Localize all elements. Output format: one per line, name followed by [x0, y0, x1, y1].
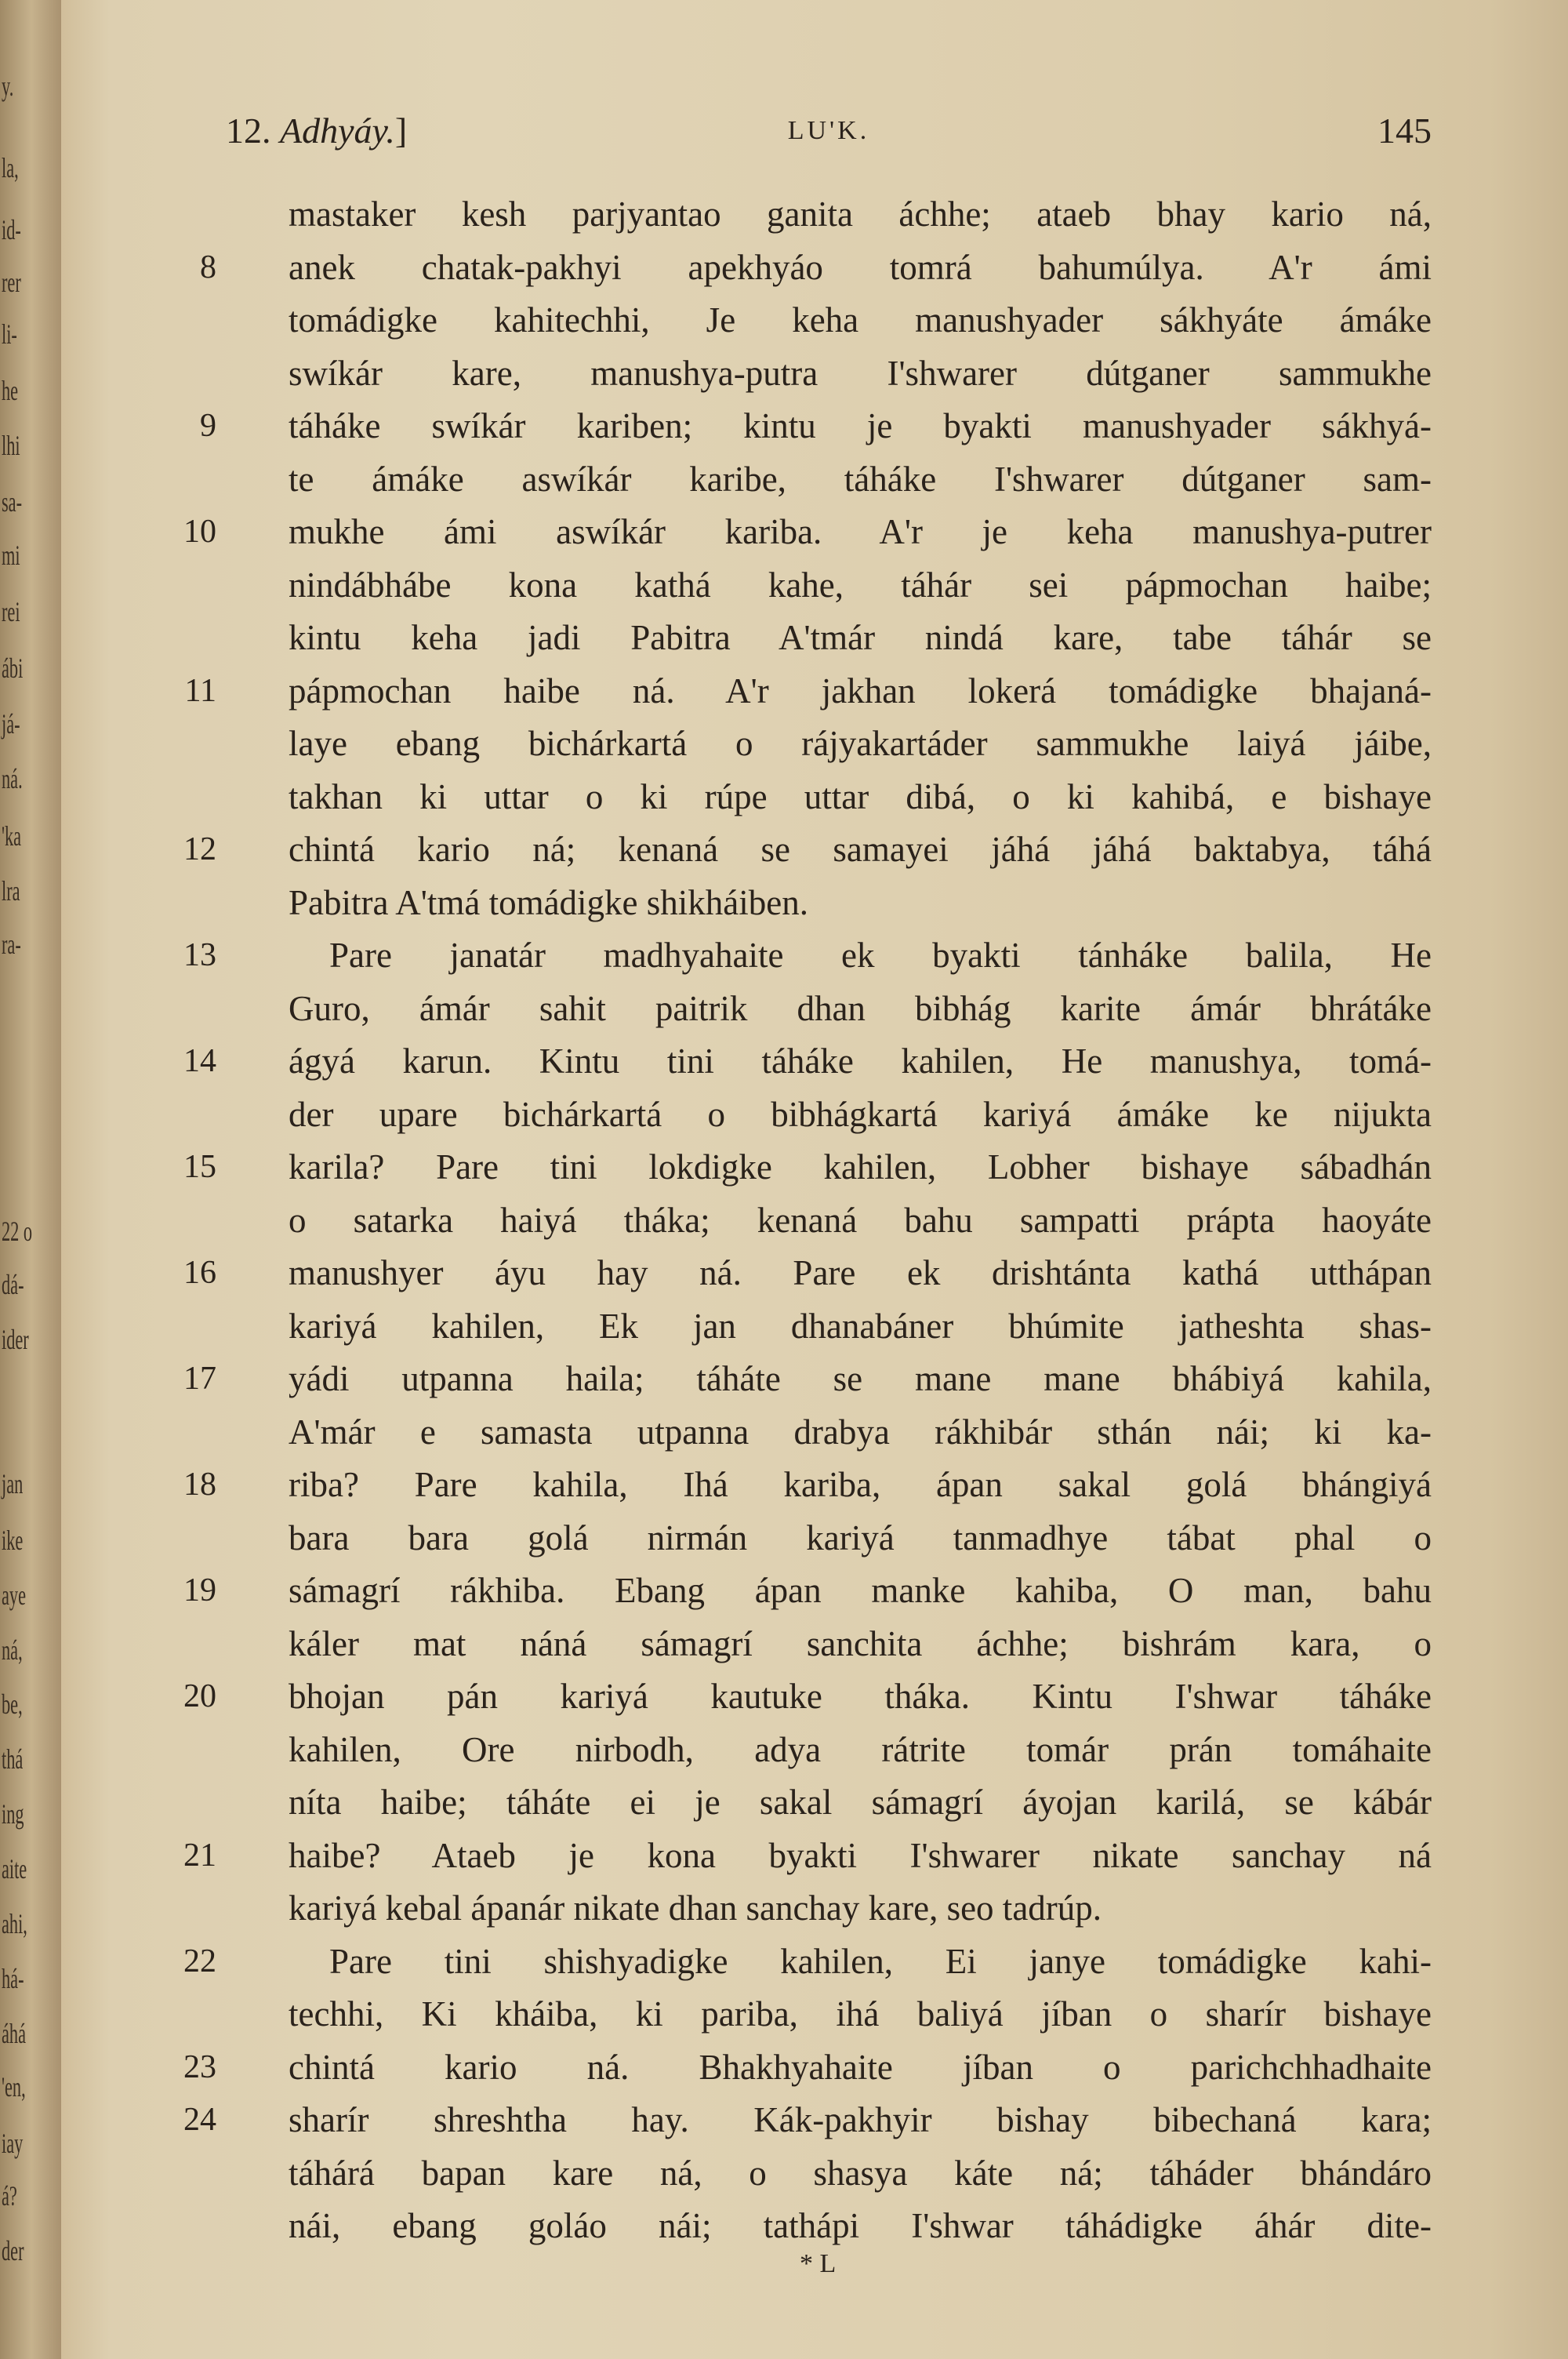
text-line — [226, 718, 1432, 771]
gutter-fragment: thá — [2, 1743, 24, 1775]
line-text: Guro, ámár sahit paitrik dhan bibhág karite ámár bhrátáke — [289, 988, 1432, 1028]
text-line — [226, 188, 1432, 242]
verse-number: 16 — [183, 1255, 216, 1291]
line-text: bara bara golá nirmán kariyá tanmadhye tábat phal o — [289, 1518, 1432, 1558]
chapter-number: 12. — [226, 111, 271, 151]
signature-mark: * L — [800, 2249, 837, 2278]
line-text: der upare bichárkartá o bibhágkartá kariyá ámáke ke nijukta — [289, 1094, 1432, 1134]
line-text: kariyá kahilen, Ek jan dhanabáner bhúmite jatheshta shas- — [289, 1306, 1432, 1346]
text-line — [226, 1406, 1432, 1459]
gutter-fragment: 22 o — [2, 1216, 33, 1247]
gutter-fragment: já- — [2, 708, 20, 740]
gutter-fragment: ider — [2, 1324, 29, 1355]
text-line — [183, 506, 1432, 559]
line-text: kintu keha jadi Pabitra A'tmár nindá kare, tabe táhár se — [289, 618, 1432, 657]
line-text: ágyá karun. Kintu tini táháke kahilen, He manushya, tomá- — [289, 1041, 1432, 1081]
text-line — [183, 2094, 1432, 2147]
facing-page-gutter — [0, 0, 61, 2359]
text-line — [183, 1565, 1432, 1618]
line-text: swíkár kare, manushya-putra I'shwarer dútganer sammukhe — [289, 353, 1432, 393]
gutter-fragment: rer — [2, 267, 21, 298]
line-text: manushyer áyu hay ná. Pare ek drishtánta kathá utthápan — [289, 1253, 1432, 1292]
verse-number: 11 — [184, 672, 216, 709]
gutter-fragment: aite — [2, 1853, 27, 1885]
line-text: techhi, Ki kháiba, ki pariba, ihá baliyá jíban o sharír bishaye — [289, 1994, 1432, 2034]
text-line — [183, 1247, 1432, 1300]
text-line — [226, 877, 1432, 930]
line-text: nindábhábe kona kathá kahe, táhár sei pápmochan haibe; — [289, 565, 1432, 605]
gutter-fragment: der — [2, 2235, 24, 2266]
text-line — [226, 294, 1432, 347]
line-text: Pare janatár madhyahaite ek byakti tánháke balila, He — [329, 936, 1432, 975]
text-line — [183, 1936, 1432, 1989]
verse-number: 13 — [183, 937, 216, 973]
text-line — [226, 453, 1432, 507]
verse-number: 15 — [183, 1149, 216, 1185]
line-text: chintá kario ná. Bhakhyahaite jíban o parichchhadhaite — [289, 2047, 1432, 2087]
text-line — [226, 1776, 1432, 1830]
text-line — [183, 1459, 1432, 1512]
text-line — [226, 2200, 1432, 2253]
running-header — [226, 110, 1432, 157]
line-text: táháke swíkár kariben; kintu je byakti manushyader sákhyá- — [289, 406, 1432, 445]
line-text: bhojan pán kariyá kautuke tháka. Kintu I'shwar táháke — [289, 1677, 1432, 1716]
text-line — [183, 2041, 1432, 2095]
line-text: táhárá bapan kare ná, o shasya káte ná; táháder bhándáro — [289, 2153, 1432, 2193]
text-line — [226, 1724, 1432, 1777]
line-text: káler mat náná sámagrí sanchita áchhe; bishrám kara, o — [289, 1623, 1432, 1663]
text-line — [200, 400, 1432, 453]
gutter-fragment: he — [2, 375, 19, 406]
line-text: kariyá kebal ápanár nikate dhan sanchay kare, seo tadrúp. — [289, 1888, 1102, 1928]
gutter-fragment: aye — [2, 1579, 26, 1611]
verse-number: 19 — [183, 1572, 216, 1608]
book-title: LU'K. — [787, 116, 870, 145]
text-line — [226, 1512, 1432, 1565]
line-text: haibe? Ataeb je kona byakti I'shwarer nikate sanchay ná — [289, 1835, 1432, 1875]
gutter-fragment: áhá — [2, 2018, 26, 2049]
text-line — [226, 771, 1432, 824]
text-line — [226, 1194, 1432, 1248]
verse-number: 22 — [183, 1943, 216, 1979]
gutter-fragment: ra- — [2, 929, 21, 960]
gutter-fragment: iay — [2, 2128, 24, 2159]
line-text: yádi utpanna haila; táháte se mane mane bhábiyá kahila, — [289, 1359, 1432, 1398]
line-text: chintá kario ná; kenaná se samayei jáhá jáhá baktabya, táhá — [289, 830, 1432, 869]
gutter-fragment: ábi — [2, 652, 24, 684]
gutter-fragment: id- — [2, 214, 21, 245]
text-line — [183, 823, 1432, 877]
text-line — [226, 1300, 1432, 1354]
verse-number: 10 — [183, 514, 216, 550]
verse-number: 8 — [200, 249, 216, 285]
gutter-fragment: rei — [2, 596, 20, 627]
line-text: nái, ebang goláo nái; tathápi I'shwar táhádigke áhár dite- — [289, 2206, 1432, 2245]
gutter-fragment: ahi, — [2, 1908, 27, 1939]
gutter-fragment: y. — [2, 71, 14, 102]
line-text: karila? Pare tini lokdigke kahilen, Lobher bishaye sábadhán — [289, 1147, 1432, 1187]
verse-number: 21 — [183, 1837, 216, 1874]
gutter-fragment: ike — [2, 1525, 24, 1556]
text-line — [226, 559, 1432, 612]
gutter-fragment: lhi — [2, 430, 20, 461]
chapter-name: Adhyáy. — [280, 111, 395, 151]
gutter-fragment: sa- — [2, 486, 23, 518]
text-line — [226, 612, 1432, 665]
text-line — [226, 1882, 1432, 1936]
verse-number: 17 — [183, 1361, 216, 1397]
line-text: takhan ki uttar o ki rúpe uttar dibá, o ki kahibá, e bishaye — [289, 776, 1432, 816]
line-text: sámagrí rákhiba. Ebang ápan manke kahiba, O man, bahu — [289, 1571, 1432, 1610]
line-text: sharír shreshtha hay. Kák-pakhyir bishay bibechaná kara; — [289, 2100, 1432, 2139]
gutter-fragment: há- — [2, 1963, 24, 1994]
gutter-fragment: ná. — [2, 763, 23, 794]
gutter-fragment: á? — [2, 2180, 17, 2212]
verse-number: 12 — [183, 831, 216, 867]
text-line — [183, 1830, 1432, 1883]
text-line — [226, 2147, 1432, 2201]
gutter-fragment: li- — [2, 318, 17, 350]
text-line — [226, 983, 1432, 1036]
line-text: Pabitra A'tmá tomádigke shikháiben. — [289, 882, 808, 922]
page-number: 145 — [1377, 111, 1432, 151]
line-text: pápmochan haibe ná. A'r jakhan lokerá tomádigke bhajaná- — [289, 671, 1432, 711]
verse-number: 18 — [183, 1467, 216, 1503]
line-text: laye ebang bichárkartá o rájyakartáder sammukhe laiyá jáibe, — [289, 724, 1432, 763]
text-line — [183, 1353, 1432, 1406]
text-line — [226, 1089, 1432, 1142]
body-text — [183, 188, 1432, 2253]
line-text: tomádigke kahitechhi, Je keha manushyader sákhyáte ámáke — [289, 300, 1432, 340]
verse-number: 20 — [183, 1678, 216, 1714]
gutter-fragment: mi — [2, 540, 20, 571]
line-text: kahilen, Ore nirbodh, adya rátrite tomár prán tomáhaite — [289, 1729, 1432, 1769]
text-line — [183, 1035, 1432, 1089]
text-line — [200, 242, 1432, 295]
verse-number: 9 — [200, 408, 216, 444]
gutter-fragment: jan — [2, 1468, 24, 1499]
chapter-bracket: ] — [394, 111, 408, 151]
line-text: níta haibe; táháte ei je sakal sámagrí áyojan karilá, se kábár — [289, 1783, 1432, 1822]
gutter-fragment: ing — [2, 1798, 24, 1830]
verse-number: 14 — [183, 1043, 216, 1079]
gutter-fragment: be, — [2, 1688, 23, 1720]
line-text: o satarka haiyá tháka; kenaná bahu sampatti prápta haoyáte — [289, 1200, 1432, 1240]
verse-number: 23 — [183, 2048, 216, 2085]
gutter-fragment: la, — [2, 152, 19, 184]
text-line — [183, 929, 1432, 983]
gutter-fragment: dá- — [2, 1269, 24, 1300]
line-text: anek chatak-pakhyi apekhyáo tomrá bahumúlya. A'r ámi — [289, 247, 1432, 287]
line-text: te ámáke aswíkár karibe, táháke I'shwarer dútganer sam- — [289, 459, 1432, 499]
line-text: Pare tini shishyadigke kahilen, Ei janye tomádigke kahi- — [329, 1941, 1432, 1981]
line-text: mukhe ámi aswíkár kariba. A'r je keha manushya-putrer — [289, 512, 1432, 551]
line-text: riba? Pare kahila, Ihá kariba, ápan sakal golá bhángiyá — [289, 1465, 1432, 1504]
line-text: mastaker kesh parjyantao ganita áchhe; ataeb bhay kario ná, — [289, 194, 1432, 234]
text-line — [184, 665, 1432, 718]
text-line — [183, 1141, 1432, 1194]
text-line — [226, 1988, 1432, 2041]
text-line — [226, 1618, 1432, 1671]
verse-number: 24 — [183, 2102, 216, 2138]
line-text: A'már e samasta utpanna drabya rákhibár sthán nái; ki ka- — [289, 1412, 1432, 1452]
gutter-fragment: ná, — [2, 1634, 23, 1666]
gutter-fragment: lra — [2, 875, 20, 907]
gutter-fragment: 'ka — [2, 820, 22, 852]
gutter-fragment: 'en, — [2, 2071, 26, 2103]
text-line — [183, 1670, 1432, 1724]
text-line — [226, 347, 1432, 401]
